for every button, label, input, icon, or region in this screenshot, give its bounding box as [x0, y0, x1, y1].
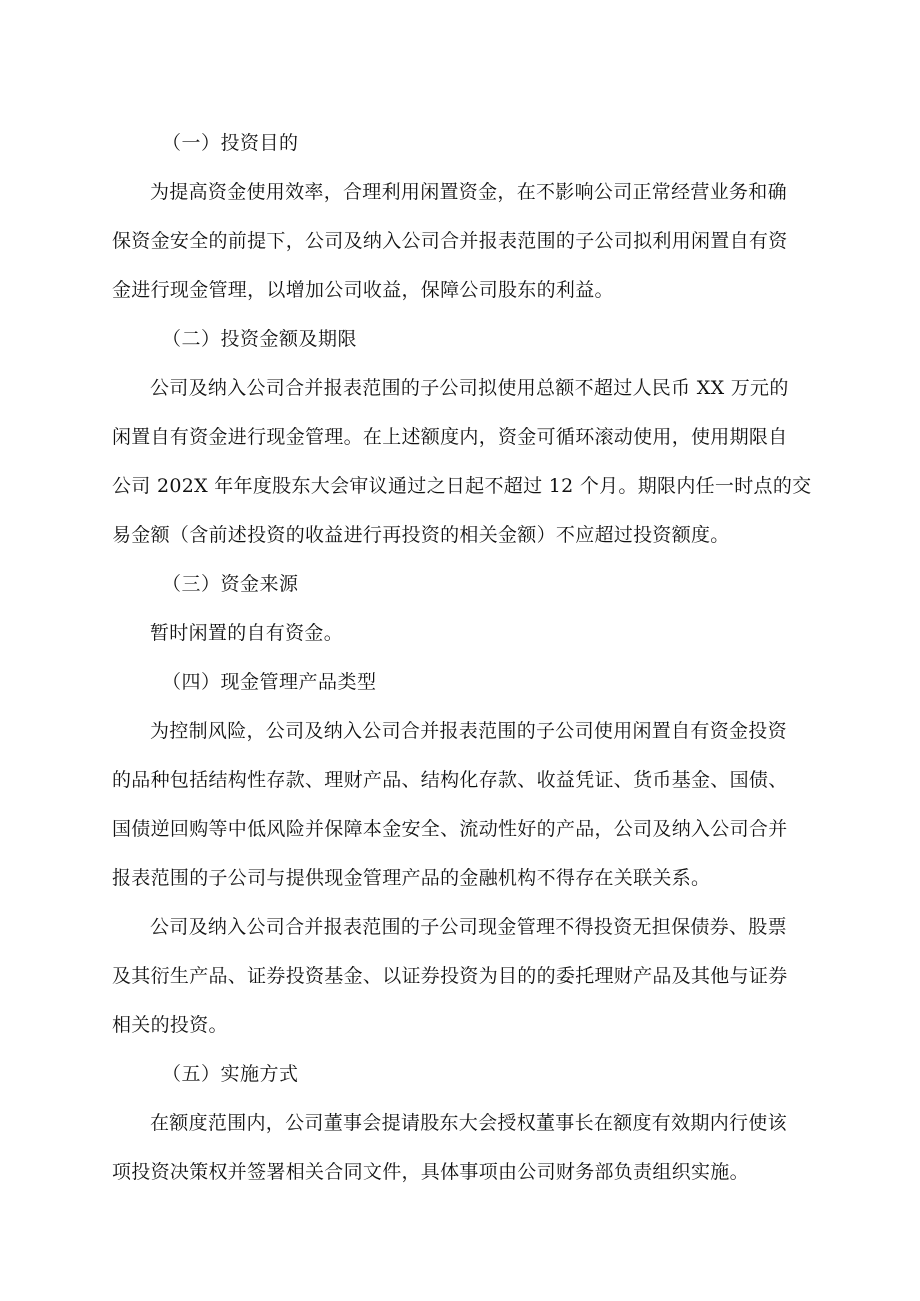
paragraph-line: 公司 202X 年年度股东大会审议通过之日起不超过 12 个月。期限内任一时点的交	[112, 475, 812, 497]
paragraph-line: 报表范围的子公司与提供现金管理产品的金融机构不得存在关联关系。	[112, 867, 711, 889]
paragraph-line: 为提高资金使用效率，合理利用闲置资金，在不影响公司正常经营业务和确	[150, 181, 787, 203]
paragraph-line: 金进行现金管理，以增加公司收益，保障公司股东的利益。	[112, 279, 614, 301]
paragraph-line: 在额度范围内，公司董事会提请股东大会授权董事长在额度有效期内行使该	[150, 1112, 787, 1134]
paragraph-purpose	[112, 177, 824, 305]
paragraph-line: 国债逆回购等中低风险并保障本金安全、流动性好的产品，公司及纳入公司合并	[112, 818, 788, 840]
paragraph-line: 易金额（含前述投资的收益进行再投资的相关金额）不应超过投资额度。	[112, 524, 730, 546]
paragraph-line: 公司及纳入公司合并报表范围的子公司现金管理不得投资无担保债券、股票	[150, 916, 787, 938]
section-heading-implementation: （五）实施方式	[162, 1063, 299, 1085]
paragraph-implementation	[112, 1108, 824, 1187]
section-heading-purpose: （一）投资目的	[162, 132, 299, 154]
section-heading-product-types: （四）现金管理产品类型	[162, 671, 377, 693]
paragraph-fund-source	[112, 618, 824, 648]
document-page	[112, 128, 824, 1206]
paragraph-line: 闲置自有资金进行现金管理。在上述额度内，资金可循环滚动使用，使用期限自	[112, 426, 788, 448]
paragraph-line: 的品种包括结构性存款、理财产品、结构化存款、收益凭证、货币基金、国债、	[112, 769, 788, 791]
paragraph-amount-and-term	[112, 373, 824, 550]
paragraph-line: 保资金安全的前提下，公司及纳入公司合并报表范围的子公司拟利用闲置自有资	[112, 230, 788, 252]
paragraph-line: 公司及纳入公司合并报表范围的子公司拟使用总额不超过人民币 XX 万元的	[150, 377, 789, 399]
section-heading-fund-source: （三）资金来源	[162, 573, 299, 595]
paragraph-line: 项投资决策权并签署相关合同文件，具体事项由公司财务部负责组织实施。	[112, 1161, 749, 1183]
paragraph-line: 为控制风险，公司及纳入公司合并报表范围的子公司使用闲置自有资金投资	[150, 720, 787, 742]
paragraph-product-restrictions	[112, 912, 824, 1040]
paragraph-line: 相关的投资。	[112, 1014, 228, 1036]
paragraph-line: 暂时闲置的自有资金。	[150, 622, 344, 644]
paragraph-product-types	[112, 716, 824, 893]
section-heading-amount-and-term: （二）投资金额及期限	[162, 328, 358, 350]
paragraph-line: 及其衍生产品、证券投资基金、以证券投资为目的的委托理财产品及其他与证券	[112, 965, 788, 987]
